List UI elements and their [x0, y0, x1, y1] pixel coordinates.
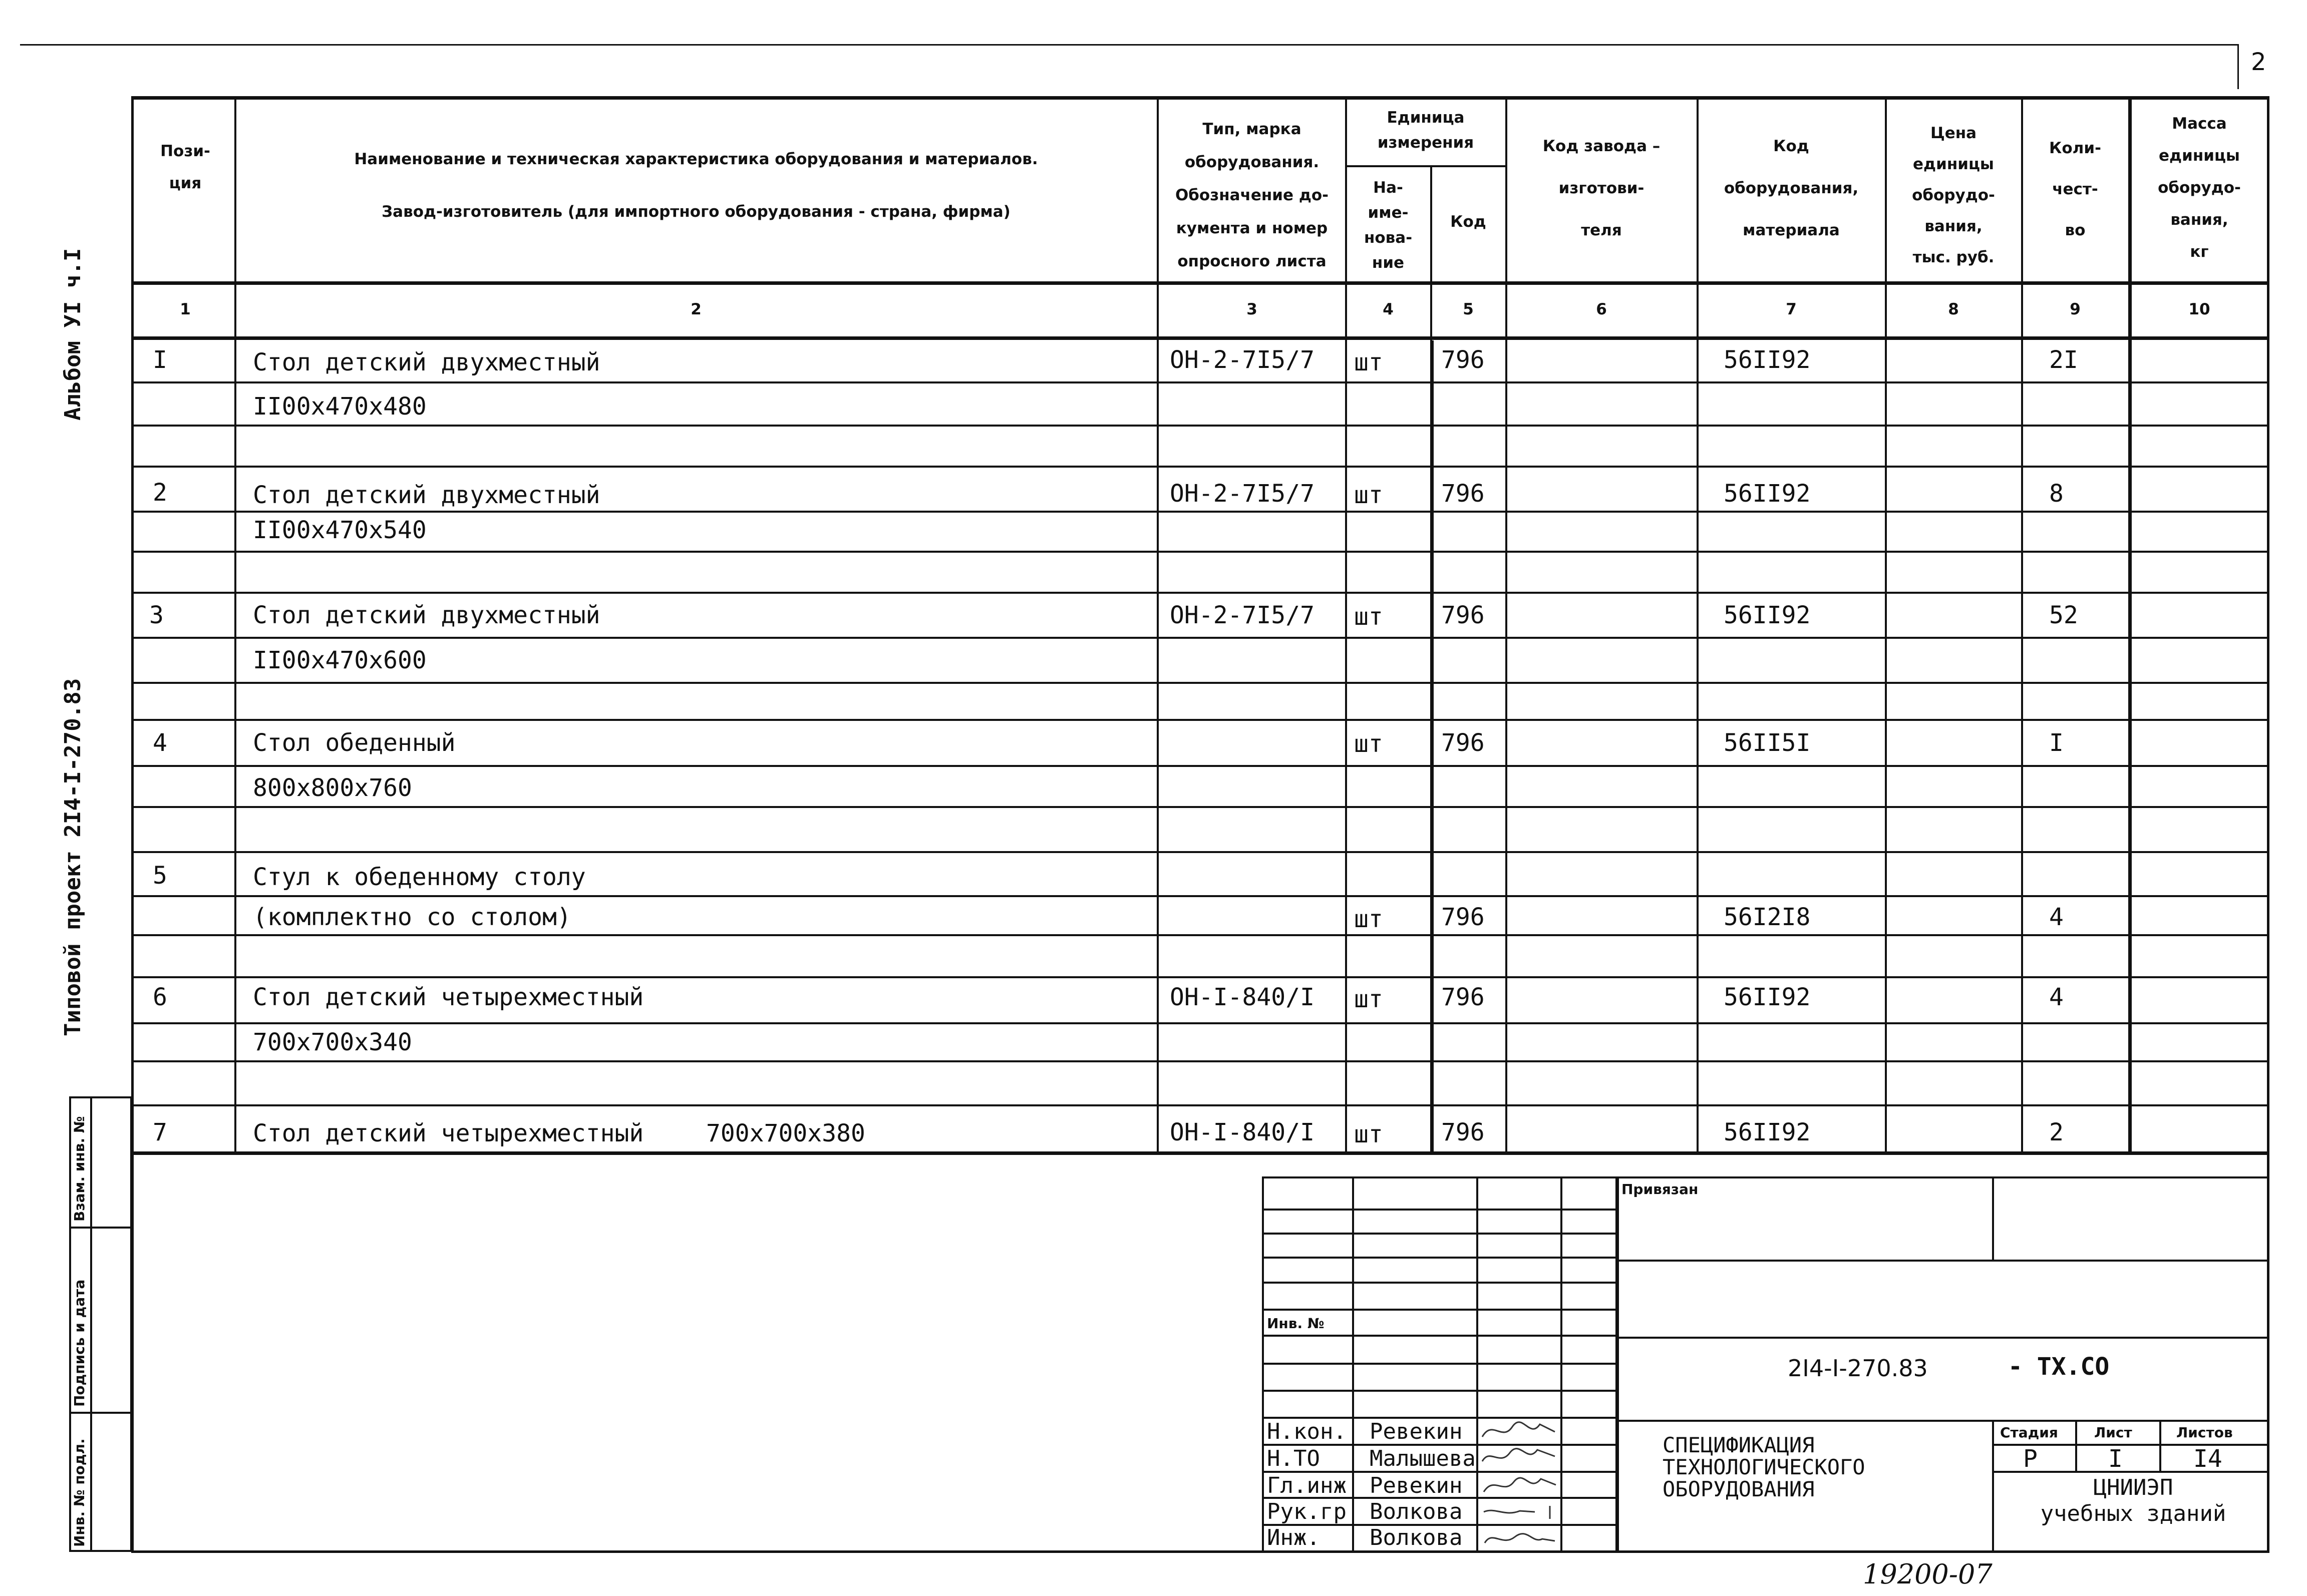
stamp-field-2: Подпись и дата	[71, 1279, 88, 1407]
header-col6: Код завода – изготови- теля	[1542, 137, 1661, 239]
stamp-field-3: Взам. инв. №	[71, 1116, 88, 1222]
colnum-8: 8	[1948, 300, 1959, 318]
attached-label: Привязан	[1621, 1181, 1699, 1198]
signature-1	[1480, 1417, 1560, 1444]
left-stamp-sep-2	[69, 1412, 132, 1414]
tb-right-row	[1615, 1337, 2269, 1339]
title-block-top	[1262, 1176, 2269, 1178]
row-line	[131, 592, 2269, 594]
row1-unit: шт	[1354, 348, 1383, 376]
row7-qty: 2	[2049, 1118, 2064, 1146]
row5-size: (комплектно со столом)	[253, 903, 571, 931]
sheet-value: I	[2108, 1445, 2123, 1473]
row2-pos: 2	[153, 479, 167, 507]
header-col5: Код	[1450, 213, 1486, 231]
tb-left-row	[1262, 1282, 1615, 1284]
sheet-number: 2	[2251, 48, 2266, 76]
table-body-bottom	[131, 1151, 2269, 1155]
row1-name: Стол детский двухместный	[253, 348, 600, 376]
sheets-value: I4	[2193, 1445, 2222, 1473]
spec-title: СПЕЦИФИКАЦИЯ ТЕХНОЛОГИЧЕСКОГО ОБОРУДОВАНИЯ	[1663, 1433, 1865, 1501]
doc-suffix: - ТХ.СО	[2008, 1353, 2110, 1381]
tb-left-row	[1262, 1257, 1615, 1259]
row5-qty: 4	[2049, 903, 2064, 931]
numbers-bottom	[131, 336, 2269, 340]
row1-code: 56II92	[1724, 346, 1811, 374]
signature-3	[1480, 1471, 1560, 1498]
tb-left-row	[1262, 1335, 1615, 1337]
sheets-label: Листов	[2176, 1424, 2233, 1441]
tb-left-row	[1262, 1233, 1615, 1235]
row4-name: Стол обеденный	[253, 729, 456, 757]
row7-code: 56II92	[1724, 1118, 1811, 1146]
row-line	[131, 511, 2269, 513]
sheet-label: Лист	[2094, 1424, 2132, 1441]
row1-qty: 2I	[2049, 346, 2078, 374]
col-line-5-bold	[1430, 340, 1434, 1151]
header-col45: Единица измерения	[1377, 109, 1474, 152]
staff-name-1: Ревекин	[1370, 1419, 1463, 1444]
header-col3: Тип, марка оборудования. Обозначение до- кумента и номер опросного листа	[1175, 120, 1329, 270]
doc-code: 2I4-I-270.83	[1788, 1355, 1928, 1382]
signature-2	[1480, 1444, 1560, 1471]
colnum-6: 6	[1596, 300, 1607, 318]
header-bottom	[131, 281, 2269, 285]
row-line	[131, 895, 2269, 897]
colnum-9: 9	[2070, 300, 2081, 318]
row7-pos: 7	[153, 1118, 167, 1146]
tb-right-row	[1615, 1420, 2269, 1422]
row2-ucode: 796	[1441, 480, 1485, 508]
row1-ucode: 796	[1441, 346, 1485, 374]
row3-unit: шт	[1354, 603, 1383, 631]
row5-name: Стул к обеденному столу	[253, 863, 586, 891]
row-line	[131, 719, 2269, 721]
row6-pos: 6	[153, 983, 167, 1011]
staff-role-4: Рук.гр	[1267, 1499, 1347, 1524]
header-col7: Код оборудования, материала	[1724, 137, 1859, 239]
staff-role-5: Инж.	[1267, 1525, 1320, 1550]
tb-left-row	[1262, 1309, 1615, 1311]
row3-pos: 3	[149, 601, 164, 629]
header-col9: Коли- чест- во	[2049, 139, 2101, 239]
tb-attached-split	[1992, 1176, 1994, 1260]
row-line	[131, 381, 2269, 383]
left-stamp-divider	[90, 1096, 92, 1552]
row4-pos: 4	[153, 729, 167, 757]
colnum-10: 10	[2188, 300, 2210, 318]
row4-code: 56II5I	[1724, 729, 1811, 757]
album-label: Альбом УI ч.I	[60, 248, 86, 421]
row4-qty: I	[2049, 729, 2064, 757]
row7-type: ОН-I-840/I	[1170, 1118, 1314, 1146]
stage-value: Р	[2023, 1445, 2038, 1473]
top-rule	[20, 44, 2238, 46]
row-line	[131, 682, 2269, 684]
row7-size: 700x700x380	[706, 1119, 865, 1147]
staff-name-3: Ревекин	[1370, 1473, 1463, 1498]
row-line	[131, 551, 2269, 553]
header-col4: На- име- нова- ние	[1364, 179, 1413, 272]
tb-stage-split	[1992, 1420, 1994, 1553]
header-col10: Масса единицы оборудо- вания, кг	[2158, 115, 2241, 261]
header-col1: Пози- ция	[160, 142, 210, 192]
stamp-field-1: Инв. № подл.	[71, 1438, 88, 1547]
row2-size: II00x470x540	[253, 516, 427, 544]
row-line	[131, 806, 2269, 808]
row3-ucode: 796	[1441, 601, 1485, 629]
row-line	[131, 851, 2269, 853]
col-line-7	[1697, 96, 1699, 1151]
row-line	[131, 637, 2269, 639]
row3-size: II00x470x600	[253, 646, 427, 674]
tb-right-row	[1615, 1260, 2269, 1262]
row6-ucode: 796	[1441, 983, 1485, 1011]
staff-role-3: Гл.инж	[1267, 1473, 1347, 1498]
tb-v5	[1615, 1176, 1619, 1553]
row6-size: 700x700x340	[253, 1028, 412, 1056]
row6-type: ОН-I-840/I	[1170, 983, 1314, 1011]
row5-code: 56I2I8	[1724, 903, 1811, 931]
staff-name-2: Малышева	[1370, 1446, 1476, 1471]
row6-unit: шт	[1354, 985, 1383, 1013]
staff-name-4: Волкова	[1370, 1499, 1463, 1524]
inv-no-label: Инв. №	[1267, 1315, 1325, 1332]
row5-pos: 5	[153, 862, 167, 890]
row5-ucode: 796	[1441, 903, 1485, 931]
colnum-4: 4	[1383, 300, 1394, 318]
row4-ucode: 796	[1441, 729, 1485, 757]
staff-role-2: Н.ТО	[1267, 1446, 1320, 1471]
header-col8: Цена единицы оборудо- вания, тыс. руб.	[1912, 124, 1995, 266]
header-col2-line1: Наименование и техническая характеристика оборудования и материалов.	[354, 150, 1038, 168]
row3-name: Стол детский двухместный	[253, 601, 600, 629]
header-col2-line2: Завод-изготовитель (для импортного оборудования - страна, фирма)	[382, 203, 1011, 221]
row-line	[131, 1104, 2269, 1106]
stage-label: Стадия	[2000, 1424, 2058, 1441]
project-label: Типовой проект 2I4-I-270.83	[60, 678, 86, 1036]
org-name: ЦНИИЭП учебных зданий	[2040, 1475, 2226, 1526]
row7-name: Стол детский четырехместный	[253, 1119, 644, 1147]
tb-left-row	[1262, 1209, 1615, 1211]
colnum-5: 5	[1463, 300, 1474, 318]
row3-qty: 52	[2049, 601, 2078, 629]
row-line	[131, 976, 2269, 978]
row7-ucode: 796	[1441, 1118, 1485, 1146]
signature-4	[1480, 1497, 1560, 1524]
row-line	[131, 1022, 2269, 1024]
row-line	[131, 934, 2269, 936]
tb-left-row	[1262, 1363, 1615, 1365]
row1-pos: I	[153, 346, 167, 374]
row4-unit: шт	[1354, 730, 1383, 758]
tb-left-row	[1262, 1390, 1615, 1392]
unit-header-split	[1345, 165, 1505, 167]
row2-unit: шт	[1354, 481, 1383, 509]
row6-qty: 4	[2049, 983, 2064, 1011]
col-line-9	[2021, 96, 2023, 1151]
row1-size: II00x470x480	[253, 392, 427, 421]
tb-stage-col	[2075, 1420, 2077, 1471]
colnum-7: 7	[1786, 300, 1797, 318]
row1-type: ОН-2-7I5/7	[1170, 346, 1314, 374]
row2-code: 56II92	[1724, 480, 1811, 508]
row2-type: ОН-2-7I5/7	[1170, 480, 1314, 508]
sheet-number-box	[2237, 44, 2239, 89]
row-line	[131, 425, 2269, 427]
staff-role-1: Н.кон.	[1267, 1419, 1347, 1444]
row2-qty: 8	[2049, 480, 2064, 508]
row2-name: Стол детский двухместный	[253, 481, 600, 509]
colnum-3: 3	[1246, 300, 1257, 318]
col-line-2	[234, 96, 236, 1151]
staff-name-5: Волкова	[1370, 1525, 1463, 1550]
row7-unit: шт	[1354, 1120, 1383, 1148]
signature-5	[1480, 1524, 1560, 1551]
row-line	[131, 1060, 2269, 1062]
row-line	[131, 466, 2269, 468]
col-line-6	[1505, 96, 1507, 1151]
footer-number: 19200-07	[1863, 1558, 1993, 1590]
row6-name: Стол детский четырехместный	[253, 983, 644, 1011]
row4-size: 800x800x760	[253, 774, 412, 802]
left-stamp-sep-1	[69, 1227, 132, 1229]
tb-stage-col	[2159, 1420, 2161, 1471]
row3-type: ОН-2-7I5/7	[1170, 601, 1314, 629]
row5-unit: шт	[1354, 905, 1383, 933]
colnum-1: 1	[180, 300, 191, 318]
colnum-2: 2	[691, 300, 702, 318]
row3-code: 56II92	[1724, 601, 1811, 629]
row-line	[131, 765, 2269, 767]
row6-code: 56II92	[1724, 983, 1811, 1011]
